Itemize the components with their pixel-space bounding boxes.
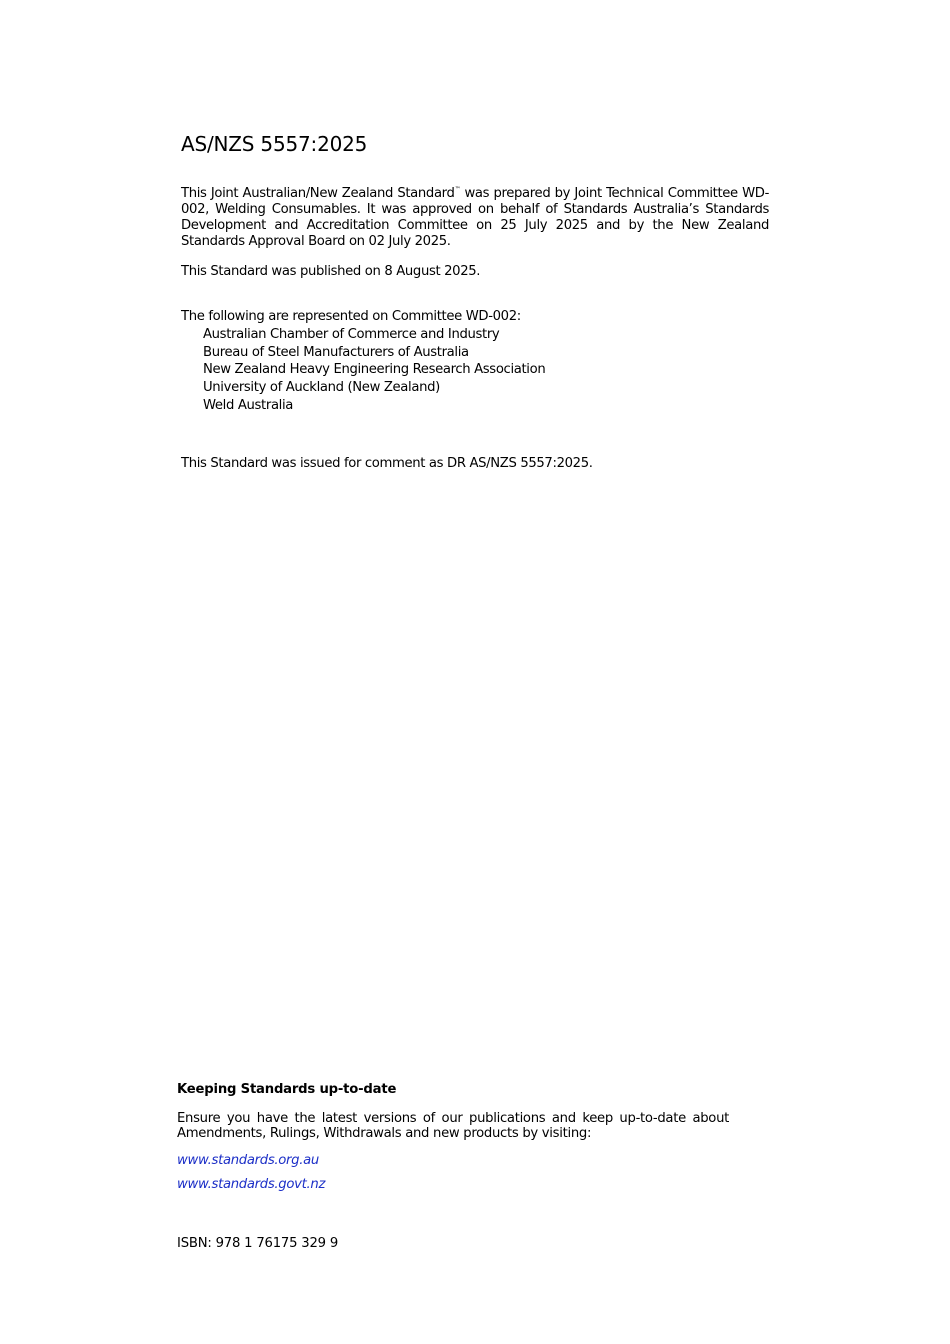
isbn-number: ISBN: 978 1 76175 329 9: [177, 1236, 339, 1251]
trademark-symbol: ™: [454, 186, 461, 193]
keeping-up-to-date-heading: Keeping Standards up-to-date: [177, 1082, 397, 1097]
publication-date-statement: This Standard was published on 8 August 2025.: [181, 264, 481, 279]
committee-member: New Zealand Heavy Engineering Research Association: [203, 362, 546, 378]
intro-text-end: was prepared by Joint Technical Committee WD-002, Welding Consumables. It was approved on behalf of Standards Australia’s Standards Development and Accreditation Committee on 25 July 2025 and by the New Zealand Standards Approval Board on 02 July 2025.: [181, 186, 770, 249]
committee-member-list: [181, 326, 545, 415]
committee-intro: The following are represented on Committee WD-002:: [181, 309, 521, 324]
draft-comment-statement: This Standard was issued for comment as DR AS/NZS 5557:2025.: [181, 456, 593, 471]
committee-section: [181, 308, 545, 415]
keeping-up-to-date-text: Ensure you have the latest versions of our publications and keep up-to-date about Amendments, Rulings, Withdrawals and new products by visiting:: [177, 1111, 729, 1141]
committee-member: Weld Australia: [203, 397, 294, 413]
committee-member: Australian Chamber of Commerce and Industry: [203, 326, 500, 342]
document-title: AS/NZS 5557:2025: [181, 132, 368, 156]
committee-member: University of Auckland (New Zealand): [203, 380, 440, 396]
standards-new-zealand-link[interactable]: www.standards.govt.nz: [177, 1177, 326, 1192]
committee-member: Bureau of Steel Manufacturers of Australia: [203, 344, 469, 360]
standards-australia-link[interactable]: www.standards.org.au: [177, 1153, 319, 1168]
approval-statement: [181, 186, 769, 250]
intro-text-start: This Joint Australian/New Zealand Standard: [181, 186, 455, 201]
